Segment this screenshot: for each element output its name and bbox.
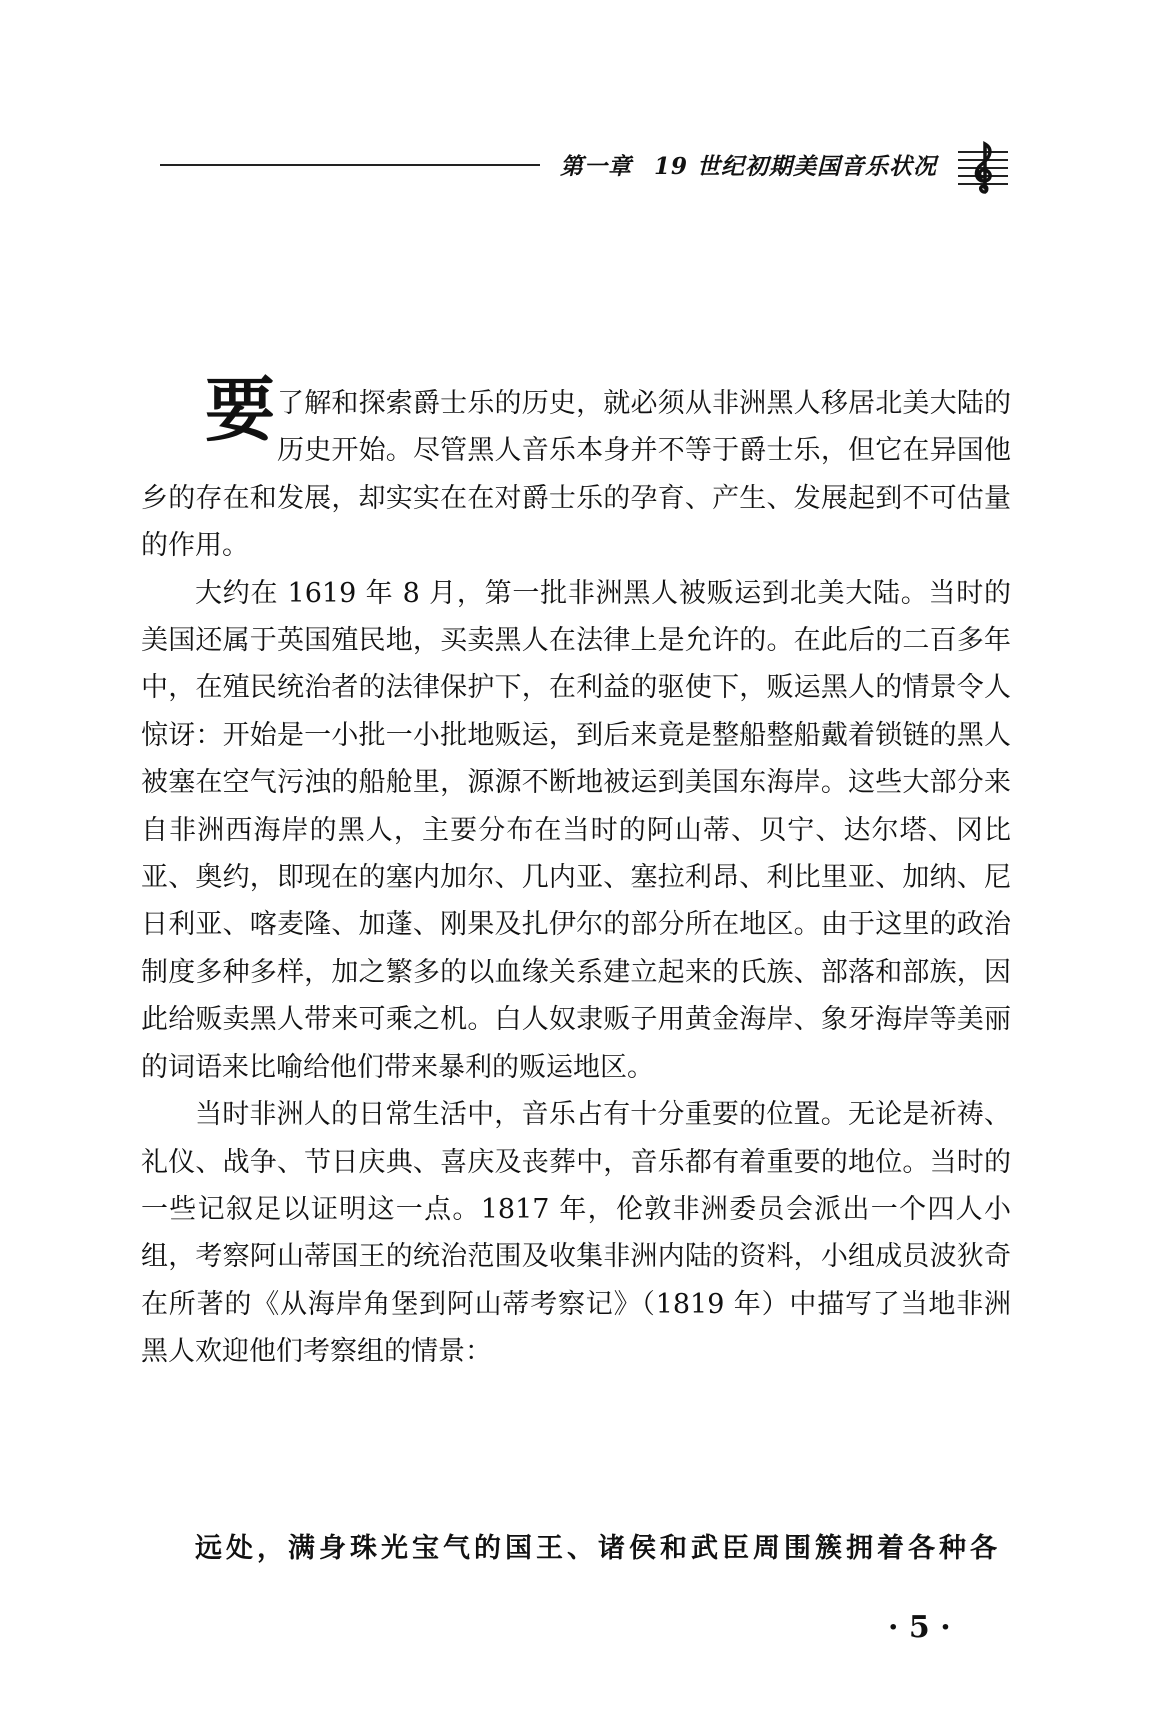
header-title — [560, 148, 937, 181]
paragraph-2: 大约在 1619 年 8 月，第一批非洲黑人被贩运到北美大陆。当时的美国还属于英国殖民地，买卖黑人在法律上是允许的。在此后的二百多年中，在殖民统治者的法律保护下，在利益的驱使下，贩运黑人的情景令人惊讶：开始是一小批一小批地贩运，到后来竟是整船整船戴着锁链的黑人被塞在空气污浊的船舱里，源源不断地被运到美国东海岸。这些大部分来自非洲西海岸的黑人，主要分布在当时的阿山蒂、贝宁、达尔塔、冈比亚、奥约，即现在的塞内加尔、几内亚、塞拉利昂、利比里亚、加纳、尼日利亚、喀麦隆、加蓬、刚果及扎伊尔的部分所在地区。由于这里的政治制度多种多样，加之繁多的以血缘关系建立起来的氏族、部落和部族，因此给贩卖黑人带来可乘之机。白人奴隶贩子用黄金海岸、象牙海岸等美丽的词语来比喻给他们带来暴利的贩运地区。 — [141, 577, 1011, 1083]
running-header — [160, 146, 1020, 192]
chapter-label: 第一章 — [560, 153, 632, 180]
treble-clef-icon — [958, 138, 1008, 194]
paragraph-3: 当时非洲人的日常生活中，音乐占有十分重要的位置。无论是祈祷、礼仪、战争、节日庆典、喜庆及丧葬中，音乐都有着重要的地位。当时的一些记叙足以证明这一点。1817 年，伦敦非洲委员会派出一个四人小组，考察阿山蒂国王的统治范围及收集非洲内陆的资料，小组成员波狄奇在所著的《从海岸角堡到阿山蒂考察记》（1819 年）中描写了当地非洲黑人欢迎他们考察组的情景： — [141, 1099, 1011, 1368]
chapter-title: 19 世纪初期美国音乐状况 — [654, 153, 938, 180]
page-number: · 5 · — [888, 1610, 951, 1645]
header-rule — [160, 164, 540, 166]
block-quote: 远处，满身珠光宝气的国王、诸侯和武臣周围簇拥着各种各 — [195, 1533, 1001, 1564]
paragraph-1-text: 了解和探索爵士乐的历史，就必须从非洲黑人移居北美大陆的历史开始。尽管黑人音乐本身并不等于爵士乐，但它在异国他乡的存在和发展，却实实在在对爵士乐的孕育、产生、发展起到不可估量的作用。 — [141, 388, 1011, 562]
drop-cap: 要 — [205, 368, 275, 451]
paragraph-1 — [141, 368, 1011, 570]
body-text — [141, 368, 1011, 1376]
